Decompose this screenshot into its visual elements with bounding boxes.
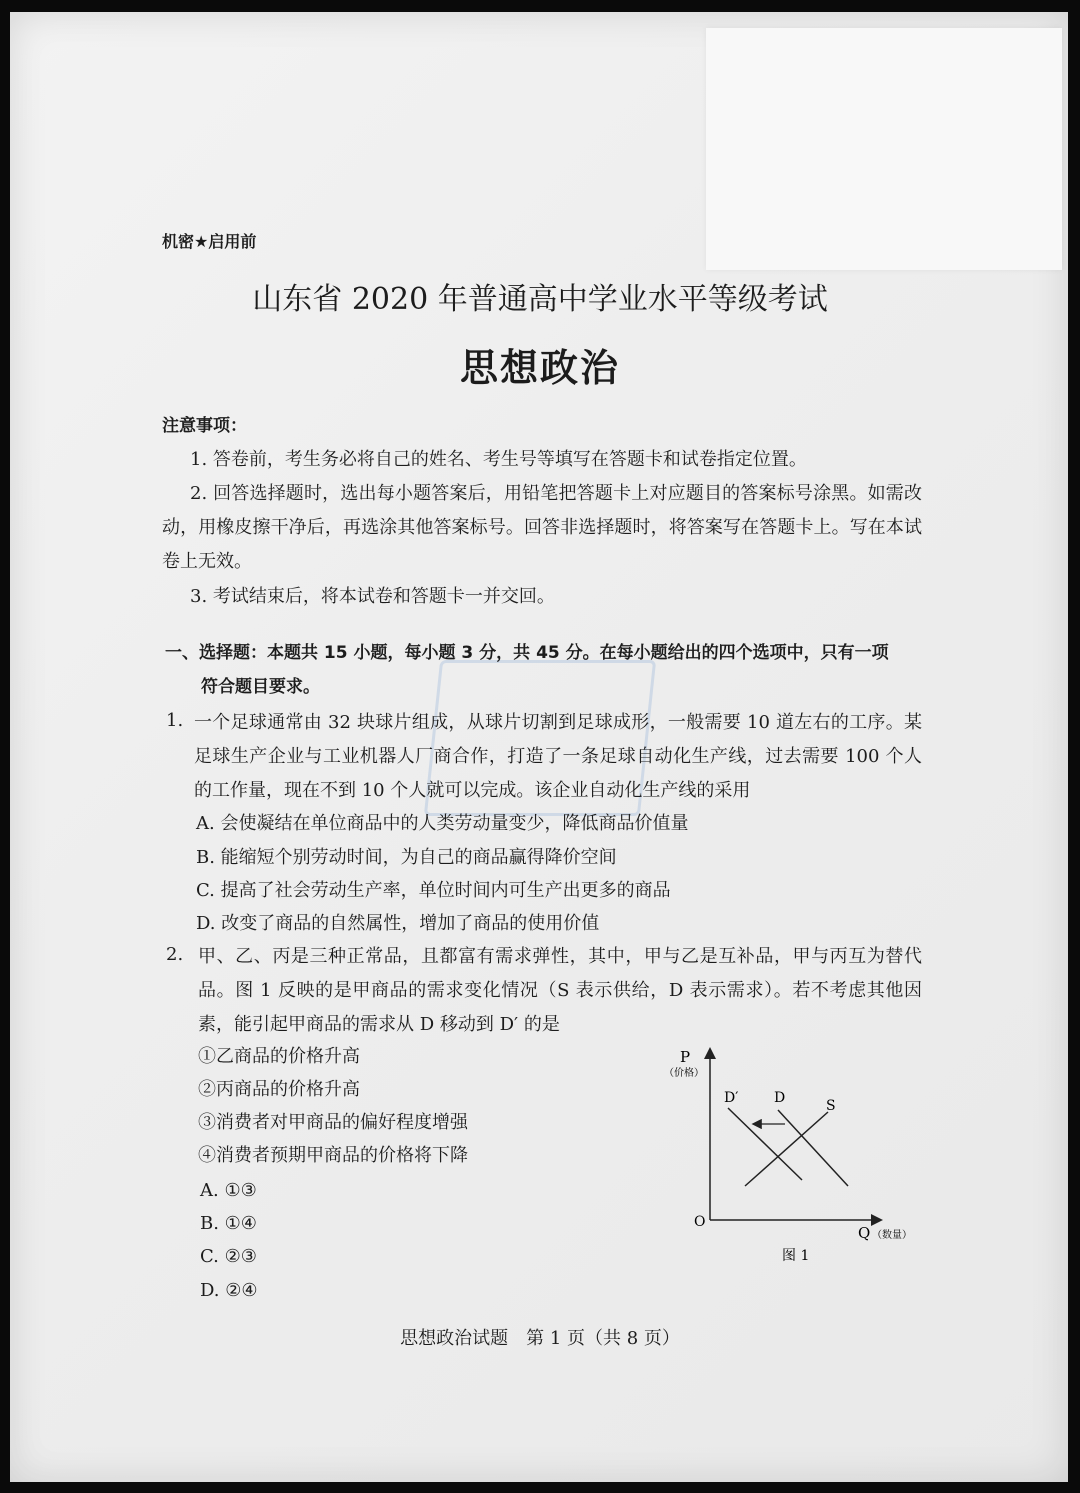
d-prime-label: D′ [724,1090,739,1106]
figure-caption: 图 1 [782,1248,810,1264]
question-2-statement-1: ①乙商品的价格升高 [198,1046,360,1067]
question-1-stem: 一个足球通常由 32 块球片组成，从球片切割到足球成形，一般需要 10 道左右的工序。某足球生产企业与工业机器人厂商合作，打造了一条足球自动化生产线，过去需要 100 个人的工作量，现在不到 10 个人就可以完成。该企业自动化生产线的采用 [194,712,922,801]
subject-title: 思想政治 [459,346,620,390]
section-heading-line2: 符合题目要求。 [201,677,320,697]
demand-curve-d-prime [728,1108,802,1180]
p-unit: （价格） [664,1068,704,1079]
figure-1-diagram [650,1040,930,1270]
question-2-option-b: B. ①④ [200,1213,257,1234]
question-1-number: 1. [166,710,184,731]
question-2-option-d: D. ②④ [200,1280,258,1301]
question-1-option-a: A. 会使凝结在单位商品中的人类劳动量变少，降低商品价值量 [196,813,689,834]
origin-label: O [694,1214,706,1230]
p-label: P [680,1048,691,1066]
notice-item-3: 3. 考试结束后，将本试卷和答题卡一并交回。 [190,586,555,607]
question-2-option-c: C. ②③ [200,1246,257,1267]
notice-item-2: 2. 回答选择题时，选出每小题答案后，用铅笔把答题卡上对应题目的答案标号涂黑。如需改动，用橡皮擦干净后，再选涂其他答案标号。回答非选择题时，将答案写在答题卡上。写在本试卷上无效。 [162,483,922,572]
exam-title: 山东省 2020 年普通高中学业水平等级考试 [252,282,828,317]
notice-item-1: 1. 答卷前，考生务必将自己的姓名、考生号等填写在答题卡和试卷指定位置。 [190,449,807,470]
page-footer: 思想政治试题 第 1 页（共 8 页） [400,1328,680,1349]
question-1-option-b: B. 能缩短个别劳动时间，为自己的商品赢得降价空间 [196,847,617,868]
question-2-stem: 甲、乙、丙是三种正常品，且都富有需求弹性，其中，甲与乙是互补品，甲与丙互为替代品。图 1 反映的是甲商品的需求变化情况（S 表示供给，D 表示需求）。若不考虑其他因素，能引起甲商品的需求从 D 移动到 D′ 的是 [198,946,922,1035]
question-2-statement-2: ②丙商品的价格升高 [198,1079,360,1100]
question-2-statement-3: ③消费者对甲商品的偏好程度增强 [198,1112,468,1133]
question-1-option-c: C. 提高了社会劳动生产率，单位时间内可生产出更多的商品 [196,880,671,901]
question-2-statement-4: ④消费者预期甲商品的价格将下降 [198,1145,468,1166]
sticker-patch [706,28,1062,270]
s-label: S [826,1098,836,1114]
question-1-option-d: D. 改变了商品的自然属性，增加了商品的使用价值 [196,913,600,934]
q-label: Q [858,1224,871,1242]
d-label: D [774,1090,786,1106]
supply-curve-s [745,1112,828,1186]
section-heading [165,636,925,704]
question-2-number: 2. [166,944,184,965]
confidential-label: 机密★启用前 [162,232,257,251]
notice-heading: 注意事项： [162,416,247,436]
section-heading-line1: 一、选择题：本题共 15 小题，每小题 3 分，共 45 分。在每小题给出的四个选项中，只有一项 [165,643,889,663]
question-2-option-a: A. ①③ [200,1180,257,1201]
q-unit: （数量） [872,1230,912,1241]
